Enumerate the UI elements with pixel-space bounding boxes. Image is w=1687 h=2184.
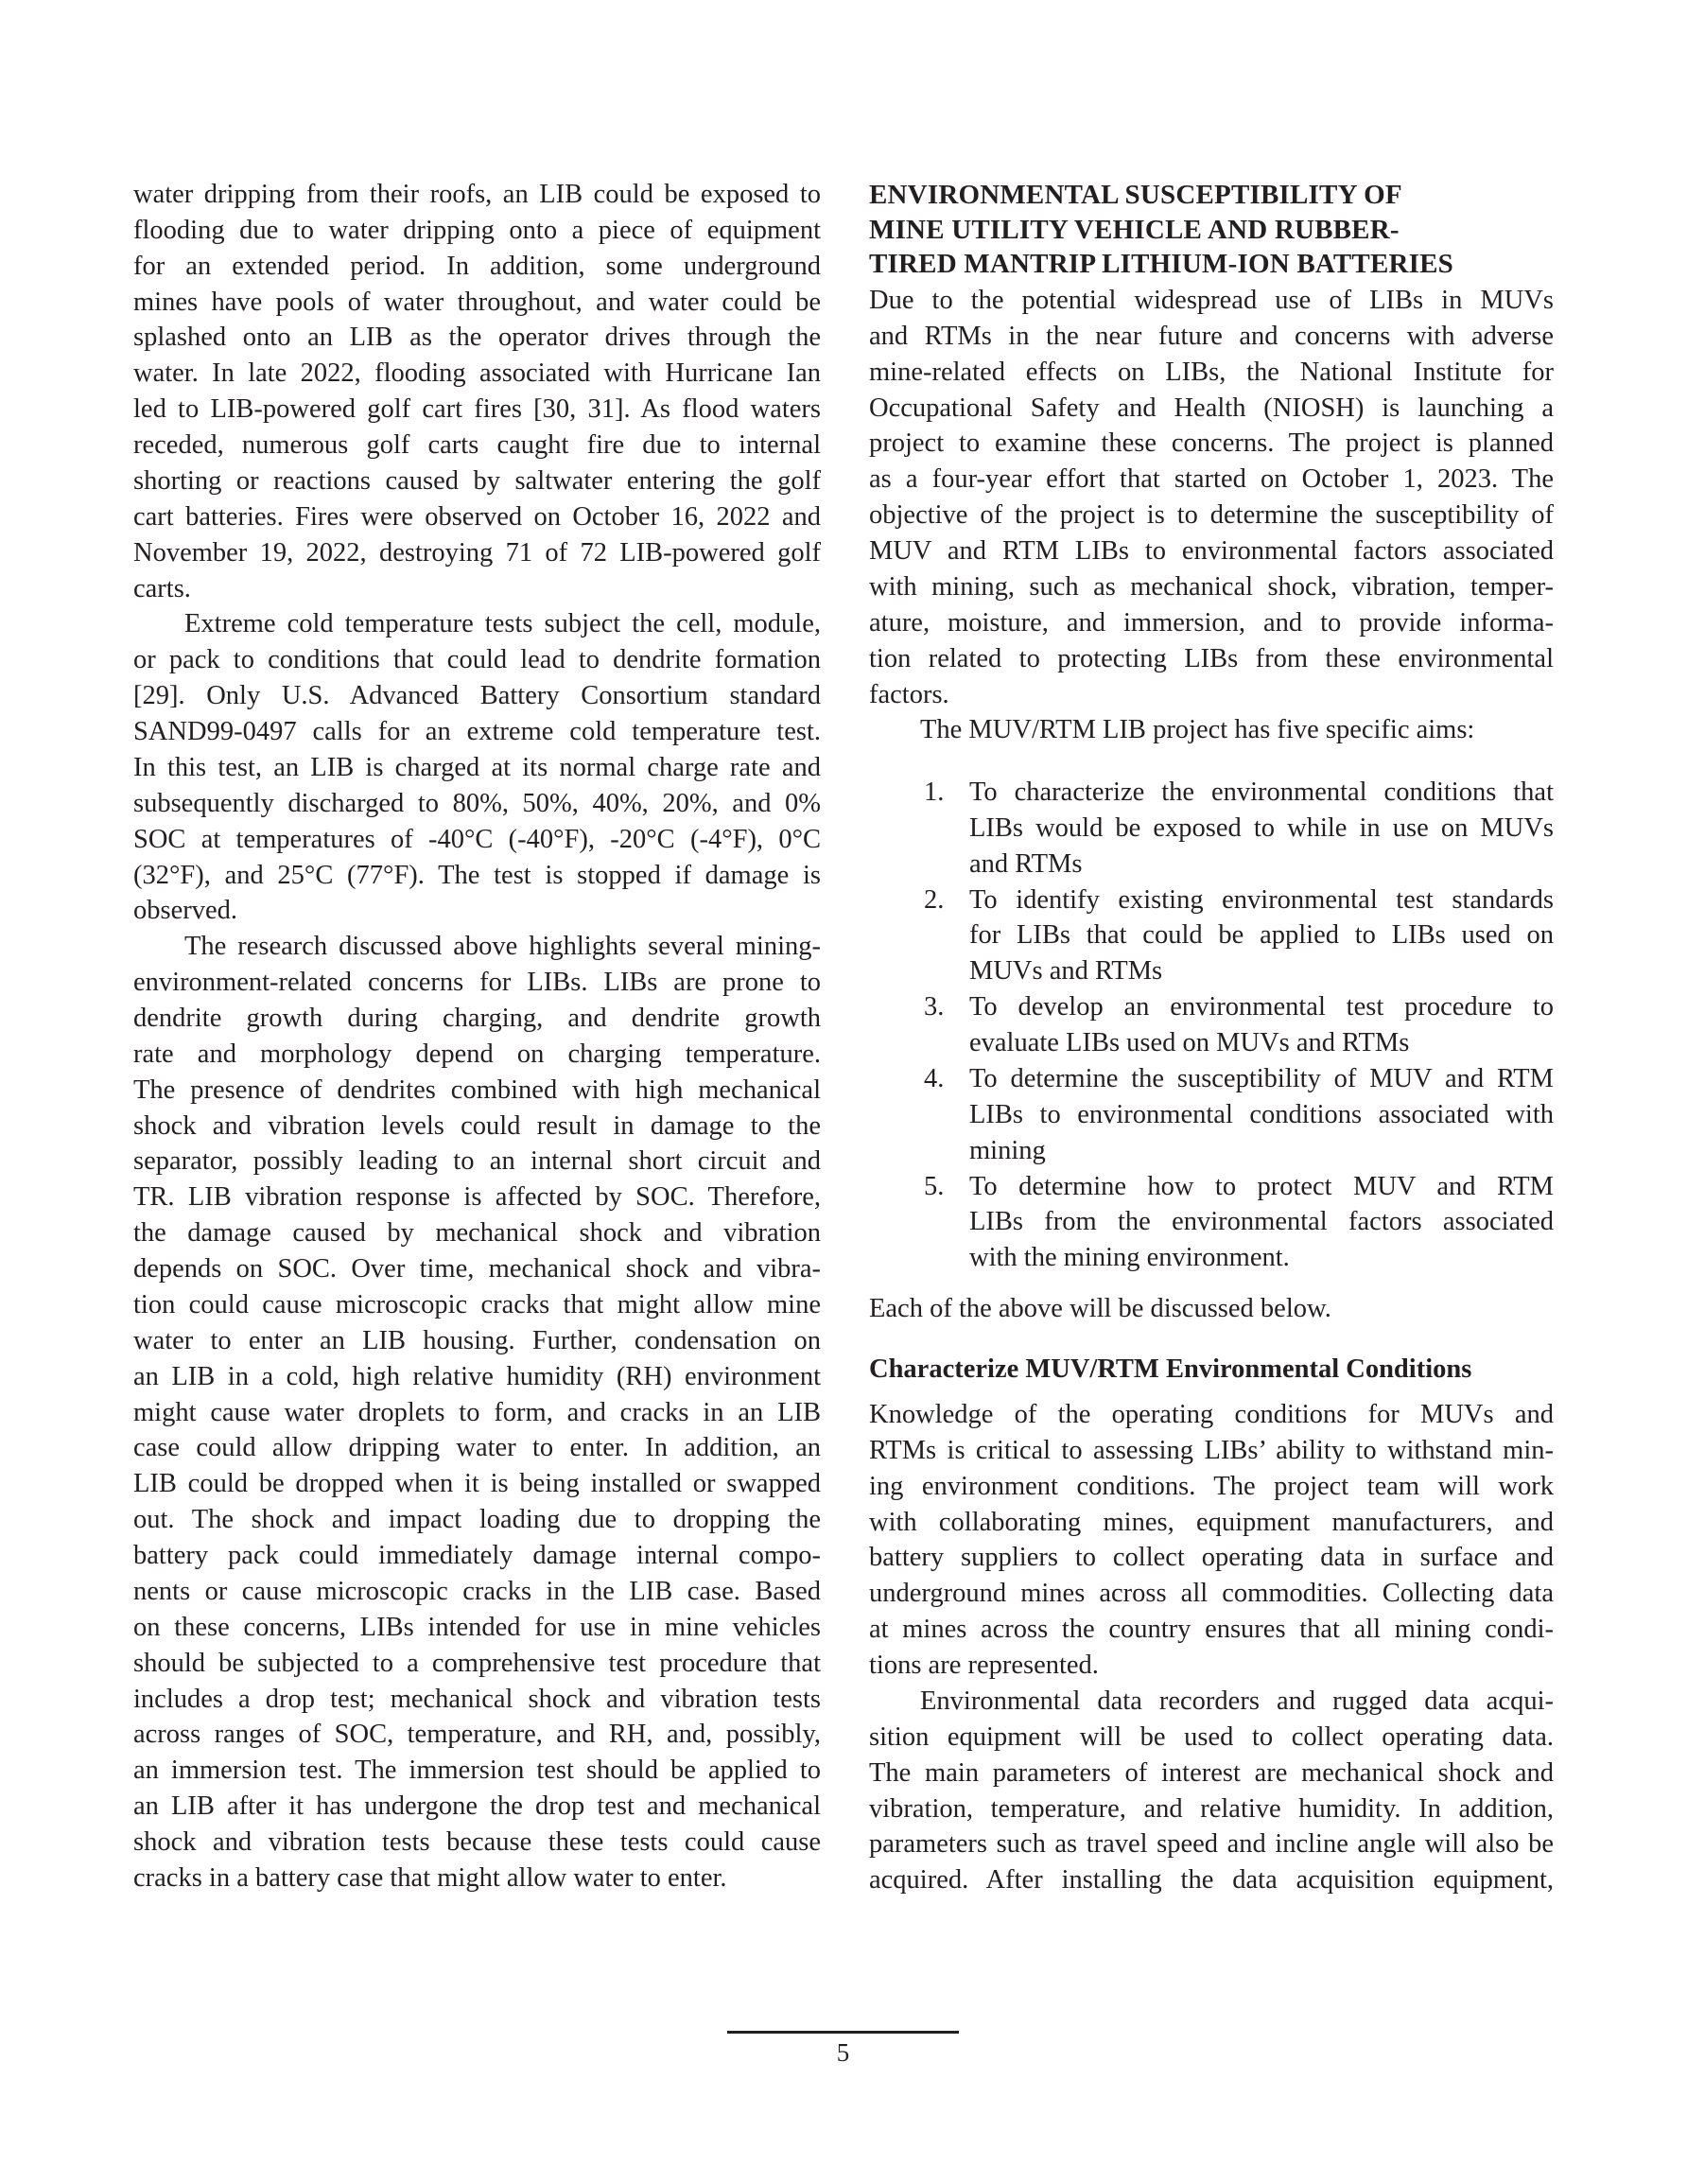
list-item-text: and RTMs xyxy=(969,848,1083,879)
paragraph-line: shock and vibration tests because these tests could cause xyxy=(133,1827,821,1858)
paragraph-line: water dripping from their roofs, an LIB could be exposed to xyxy=(133,180,821,209)
paragraph-line: rate and morphology depend on charging temperature. xyxy=(133,1039,821,1069)
paragraph-line: ature, moisture, and immersion, and to provide informa- xyxy=(869,607,1554,638)
paragraph-line: The research discussed above highlights several mining- xyxy=(184,932,821,962)
paragraph-line: shock and vibration levels could result in damage to the xyxy=(133,1110,821,1141)
paragraph-line: sition equipment will be used to collect operating data. xyxy=(869,1721,1554,1752)
paragraph-line: an immersion test. The immersion test should be applied to xyxy=(133,1756,821,1786)
paragraph-line: at mines across the country ensures that all mining condi- xyxy=(869,1615,1554,1645)
paragraph-line: led to LIB-powered golf cart fires [30, 31]. As flood waters xyxy=(133,394,821,425)
paragraph-line: In this test, an LIB is charged at its normal charge rate and xyxy=(133,752,821,782)
paragraph-line: nents or cause microscopic cracks in the LIB case. Based xyxy=(133,1576,821,1606)
paragraph-line: on these concerns, LIBs intended for use in mine vehicles xyxy=(133,1612,821,1642)
list-item-text: evaluate LIBs used on MUVs and RTMs xyxy=(969,1028,1410,1058)
footer-rule xyxy=(727,2031,959,2034)
paragraph-line: carts. xyxy=(133,573,191,603)
paragraph-line: mines have pools of water throughout, and water could be xyxy=(133,287,821,317)
list-number: 1. xyxy=(924,778,945,807)
list-number: 5. xyxy=(924,1171,945,1201)
paragraph-line: and RTMs in the near future and concerns with adverse xyxy=(869,321,1554,351)
paragraph-line: project to examine these concerns. The project is planned xyxy=(869,428,1554,459)
paragraph-line: mine-related effects on LIBs, the National Institute for xyxy=(869,357,1554,387)
paragraph-line: flooding due to water dripping onto a piece of equipment xyxy=(133,215,821,245)
paragraph-line: The main parameters of interest are mechanical shock and xyxy=(869,1757,1554,1788)
paragraph-line: MUV and RTM LIBs to environmental factors associated xyxy=(869,536,1554,567)
list-item-text: LIBs to environmental conditions associated with xyxy=(969,1099,1554,1129)
paragraph-line: tion related to protecting LIBs from these environmental xyxy=(869,643,1554,673)
list-item-text: LIBs from the environmental factors associated xyxy=(969,1207,1554,1237)
aims-outro: Each of the above will be discussed below. xyxy=(869,1294,1331,1323)
paragraph-line: across ranges of SOC, temperature, and RH, and, possibly, xyxy=(133,1720,821,1750)
paragraph-line: Extreme cold temperature tests subject the cell, module, xyxy=(184,609,821,639)
section-heading-line: TIRED MANTRIP LITHIUM-ION BATTERIES xyxy=(869,249,1453,279)
paragraph-line: case could allow dripping water to enter. In addition, an xyxy=(133,1433,821,1463)
paragraph-line: water. In late 2022, flooding associated with Hurricane Ian xyxy=(133,358,821,389)
paragraph-line: The presence of dendrites combined with high mechanical xyxy=(133,1075,821,1105)
list-item-text: To determine the susceptibility of MUV and RTM xyxy=(969,1063,1554,1093)
paragraph-line: dendrite growth during charging, and dendrite growth xyxy=(133,1004,821,1033)
paragraph-line: or pack to conditions that could lead to dendrite formation xyxy=(133,645,821,675)
section-heading-line: ENVIRONMENTAL SUSCEPTIBILITY OF xyxy=(869,180,1402,210)
paragraph-line: cracks in a battery case that might allow water to enter. xyxy=(133,1862,727,1893)
paragraph-line: environment-related concerns for LIBs. LIBs are prone to xyxy=(133,968,821,998)
paragraph-line: RTMs is critical to assessing LIBs’ ability to withstand min- xyxy=(869,1435,1554,1465)
list-number: 3. xyxy=(924,992,945,1022)
paragraph-line: SAND99-0497 calls for an extreme cold temperature test. xyxy=(133,717,821,747)
paragraph-line: the damage caused by mechanical shock and vibration xyxy=(133,1218,821,1249)
paragraph-line: parameters such as travel speed and incline angle will also be xyxy=(869,1829,1554,1860)
paragraph-line: factors. xyxy=(869,679,949,709)
list-item-text: To characterize the environmental conditions that xyxy=(969,778,1554,807)
paragraph-line: Knowledge of the operating conditions for MUVs and xyxy=(869,1400,1554,1429)
paragraph-line: battery suppliers to collect operating data in surface and xyxy=(869,1543,1554,1573)
list-number: 4. xyxy=(924,1063,945,1093)
list-item-text: LIBs would be exposed to while in use on MUVs xyxy=(969,812,1554,843)
paragraph-line: should be subjected to a comprehensive test procedure that xyxy=(133,1648,821,1678)
paragraph-line: cart batteries. Fires were observed on October 16, 2022 and xyxy=(133,501,821,532)
paragraph-line: might cause water droplets to form, and cracks in an LIB xyxy=(133,1397,821,1427)
paragraph-line: shorting or reactions caused by saltwater entering the golf xyxy=(133,465,821,496)
aims-intro: The MUV/RTM LIB project has five specific aims: xyxy=(920,715,1475,745)
paragraph-line: with mining, such as mechanical shock, vibration, temper- xyxy=(869,571,1554,602)
paragraph-line: Due to the potential widespread use of LIBs in MUVs xyxy=(869,286,1554,315)
list-item-text: for LIBs that could be applied to LIBs used on xyxy=(969,920,1554,951)
paragraph-line: ing environment conditions. The project team will work xyxy=(869,1471,1554,1501)
paragraph-line: tions are represented. xyxy=(869,1651,1099,1681)
paragraph-line: underground mines across all commodities. Collecting data xyxy=(869,1579,1554,1609)
page-number: 5 xyxy=(836,2038,850,2067)
left-column xyxy=(133,0,821,2184)
paragraph-line: subsequently discharged to 80%, 50%, 40%, 20%, and 0% xyxy=(133,788,821,818)
paragraph-line: battery pack could immediately damage internal compo- xyxy=(133,1541,821,1571)
list-number: 2. xyxy=(924,884,945,915)
paragraph-line: tion could cause microscopic cracks that might allow mine xyxy=(133,1289,821,1319)
list-item-text: mining xyxy=(969,1135,1046,1165)
paragraph-line: objective of the project is to determine the susceptibility of xyxy=(869,500,1554,531)
paragraph-line: SOC at temperatures of -40°C (-40°F), -20°C (-4°F), 0°C xyxy=(133,824,821,854)
paragraph-line: Occupational Safety and Health (NIOSH) is launching a xyxy=(869,393,1554,423)
paragraph-line: for an extended period. In addition, some underground xyxy=(133,251,821,281)
paragraph-line: splashed onto an LIB as the operator drives through the xyxy=(133,323,821,353)
paragraph-line: LIB could be dropped when it is being installed or swapped xyxy=(133,1469,821,1499)
paragraph-line: includes a drop test; mechanical shock and vibration tests xyxy=(133,1684,821,1714)
list-item-text: To develop an environmental test procedure to xyxy=(969,992,1554,1022)
paragraph-line: depends on SOC. Over time, mechanical shock and vibra- xyxy=(133,1254,821,1284)
paragraph-line: TR. LIB vibration response is affected by SOC. Therefore, xyxy=(133,1182,821,1213)
paragraph-line: receded, numerous golf carts caught fire due to internal xyxy=(133,430,821,461)
paragraph-line: separator, possibly leading to an internal short circuit and xyxy=(133,1146,821,1177)
subsection-heading: Characterize MUV/RTM Environmental Conditions xyxy=(869,1354,1472,1384)
paragraph-line: [29]. Only U.S. Advanced Battery Consortium standard xyxy=(133,681,821,711)
paragraph-line: as a four-year effort that started on October 1, 2023. The xyxy=(869,464,1554,495)
right-column xyxy=(869,0,1554,2184)
list-item-text: To determine how to protect MUV and RTM xyxy=(969,1171,1554,1201)
paragraph-line: acquired. After installing the data acquisition equipment, xyxy=(869,1865,1554,1896)
paragraph-line: observed. xyxy=(133,896,238,926)
list-item-text: MUVs and RTMs xyxy=(969,956,1163,987)
section-heading-line: MINE UTILITY VEHICLE AND RUBBER- xyxy=(869,215,1400,245)
paragraph-line: vibration, temperature, and relative humidity. In addition, xyxy=(869,1793,1554,1824)
paragraph-line: out. The shock and impact loading due to dropping the xyxy=(133,1505,821,1535)
paragraph-line: Environmental data recorders and rugged data acqui- xyxy=(920,1686,1554,1716)
list-item-text: with the mining environment. xyxy=(969,1243,1290,1273)
paragraph-line: an LIB after it has undergone the drop test and mechanical xyxy=(133,1791,821,1822)
paragraph-line: November 19, 2022, destroying 71 of 72 LIB-powered golf xyxy=(133,537,821,568)
paragraph-line: (32°F), and 25°C (77°F). The test is stopped if damage is xyxy=(133,860,821,890)
paragraph-line: with collaborating mines, equipment manufacturers, and xyxy=(869,1507,1554,1537)
paragraph-line: water to enter an LIB housing. Further, condensation on xyxy=(133,1325,821,1355)
paragraph-line: an LIB in a cold, high relative humidity (RH) environment xyxy=(133,1361,821,1391)
list-item-text: To identify existing environmental test standards xyxy=(969,884,1554,915)
